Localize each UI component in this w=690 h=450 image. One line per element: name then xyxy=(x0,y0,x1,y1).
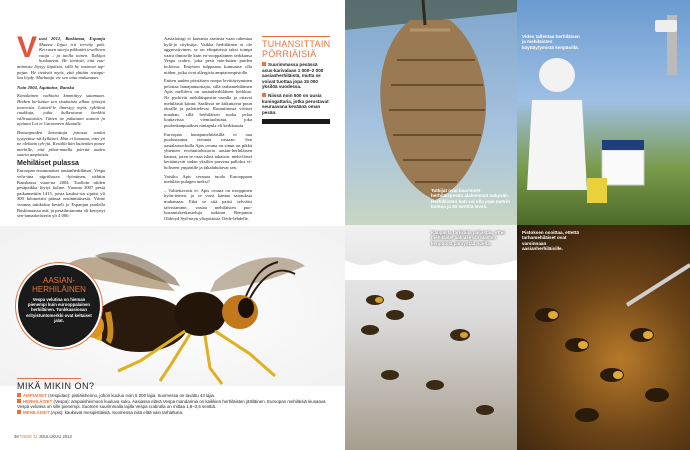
what-is-list xyxy=(17,393,330,415)
dropcap-letter: V xyxy=(17,31,38,64)
fact-box-title-2: PÖRRIÄISIÄ xyxy=(262,48,317,59)
intro-date: uosi 2012, Baskimaa, Espanja xyxy=(39,36,105,41)
hive-caption: Kaupasta tarkkaila paljastaa, ettei mehiläiset aakaisessa alasten kenpäoitä pärvystää noelta. xyxy=(431,230,505,246)
hive-photo xyxy=(345,225,517,450)
what-is-rule xyxy=(17,378,81,379)
cluster-caption: Pistoksen osoittaa, ettettä tarhamehiläiset ovat varsinnaan aasianherhiläisille. xyxy=(522,230,579,252)
fact-box-rule xyxy=(262,119,330,124)
page-number: 38 xyxy=(14,434,19,439)
what-is-box xyxy=(17,378,330,415)
page-footer xyxy=(14,434,72,439)
body-paragraph-3: Eniten uuden pörriäisen noopa levittäytyminen pelottaa hunajantuottajia, sillä tarhamehiläinen Apis mellifera on aasianherhiläisen herkkua. Ne pyrkivät mehiläispesiin usealla ja ottavat mehiläisiä kiinni. Saaliissa ne kiikuttavat puun oksalle ja paloittelevat. Ruumiinosia viritset muahan, sillä herhiläisen ruoka pelaa luuttavissa viemtuohsissa, joka puolenkanpiaäkset nintapula eli kerkkausta. xyxy=(164,78,252,128)
bullet-square-icon xyxy=(17,399,21,403)
bee-cluster-photo xyxy=(517,225,690,450)
what-is-row: AMPIAISET (Vespidae): pistiäisheimo, johon kuuluu noin 5 000 lajia. Suomessa on tavattu 43 lajia. xyxy=(17,393,330,399)
article-column-2 xyxy=(164,36,252,224)
what-is-row: MEHILÄISET (Apis): kaukavat mesipistiäisiä. Suomessa niitä elää vain tarhattuna. xyxy=(17,410,330,416)
intro-text-2: Kimalainen vaihtaisi kimmittyy satamaan. Hetken ku-luttua sen sisukaista alkaa työntyä tuoreesta. Laitteil-le ilmestyy myös ryköltnä ruukkuja, jotka kulkeutuvat herkkiä väliruutuisiin. Tätten ne pakataan autoon ja ajetaan Lot et Garonneen kkaaalle. xyxy=(17,93,105,127)
fact-box xyxy=(262,36,330,124)
callout-text: Vespa velutina on hieman pienempi kuin eurooppalainen herhiläinen. Tunkkaasiosan erityistuntomerkki ovat keltaiset jalat. xyxy=(26,297,92,323)
date-heading-2: Noin 2004, Aquitaine, Ranska xyxy=(17,84,75,90)
body-paragraph-2: Aasialaisigi ei karsanta asetusta vaan rakentaa kylä-ja cityksiija. Vaikka herhiläinen ei ole aggressiivinen, se on elinpiirissä taksi toimpt vaara ihmiselle kuin eu-rooppalainen serkkansa Vespa crabro, joka pesii mie-luiten puiden koloissa. Entyisen tulppaana kumuatse olla niiden, jotka ovat allergisia ampiaisenpistolle. xyxy=(164,36,252,75)
camera-caption: Video tallentaa herhiläisen ja mehiläisten käyttäytymistä kenpäoillä. xyxy=(522,34,580,50)
bullet-square-icon xyxy=(17,410,21,414)
fact-box-item: Niissä noin 500 on uusia kuningattaria, jotka perustavat seuraavana keväänä oman pesän. xyxy=(262,92,329,115)
callout-title-2: HERHILÄINEN xyxy=(32,284,86,294)
intro-text: Mausse Iojuu trit tervitty pää. Kerrasen saa-ja pikkutäit trvallinen vaaja – ja tuolla toinen. Tutkijat huokaavat. He tietävät, että ruu-mimosia löytyy läpäisin, sillä he rastovat tup-pajan. He tietävät myös, että yhtään ristapu-laa löydy. Murhaaja vie sen aina mukanaan. xyxy=(17,41,105,81)
body-paragraph-4: Euroopan hunajamehiläisillä ei oaa puolustautua vieraata vastaan. Sen aasialaisserkulla Apis cerana on sinun on pikkä yhteinen evoluutiohistoria aasian-herhiläisen kanssa, joten se osaa iskeä takaisin: mehi-läiset kerääntyvät sadan yksilön parvena palloksi vi-holiseen ympärille ja tukahduttavat sen. xyxy=(164,131,252,171)
what-is-title: MIKÄ MIKIN ON? xyxy=(17,381,95,391)
intro-text-3: Bonsaipuiden kasvattaja jonossa vaalat tyytyväise-nä kylläiset. Hän ei huomaa, ettei yö ne olekaan tyh-jiä. Kesällä hän kuitenkin panee merkille, että pihat-maalla pörrää uuden saarta ampiaista. xyxy=(17,129,105,158)
species-callout xyxy=(16,263,102,349)
magazine-name: TIEDE 11 xyxy=(19,434,38,439)
hive-illustration xyxy=(345,225,517,450)
bullet-square-icon xyxy=(262,62,266,66)
what-is-row: HERHILÄISET (Vespa): ampiaisheimoon kuuluva suku. Aasiassa elävä Vespa mandarinia on kaikkien herhiläisten jättiläinen. Euroopan mehiläisiä kiusaava Vespa velutina on sille pienempi. Suomen suurimmalla lajilla Vespa crabrolla on mittaa 1,8–3,5 senttiä. xyxy=(17,398,326,410)
body-paragraph-5: Vaisiko Apis ceranaa tuoda Eurooppaan mehiläis-pulagen tueksi? xyxy=(164,173,252,185)
fact-box-item: Suurimmassa pesässä asus-karivalaan 1 000–2 000 aasianherhiläistä, mutta se voivat tuottaa jopa 15 000 yksilöä vuodessa. xyxy=(262,62,324,90)
right-page xyxy=(345,0,690,450)
bullet-square-icon xyxy=(17,393,21,397)
issue-date: JOULUKUU 2013 xyxy=(38,434,72,439)
article-column-1 xyxy=(17,31,105,222)
cluster-illustration xyxy=(517,225,690,450)
body-paragraph-1: Euroopan ensimmäiset aasianherhiläiset, Vespa velu-tina nigrithorax -lyöntinen, nähtiin Ranskassa vuon-na 2004. Tuolloin niiden pesäpaikka löytyi kolme. Vuonna 2007 pesiä paikannettiin 1415, joista kauksi-sin sijaitsi yli 300 kilometrin päässä ensimmäisestä. Viime vuonna tukikokta kesteli jo Espanjan puolella Baskimaassa asti, ja pesäilmiaronta oli kertynyt sen-tamarkeisterin yli 4 000. xyxy=(17,168,105,219)
nest-caption: Tutkijat ovat kaarimeet herhiläispesän alakemmat nakyvän. Herhiläisten koti voi olla jopa metrin korkea ja 80 senttiä leveä. xyxy=(431,188,510,210)
body-paragraph-6: – Valitettavasti ei. Apis cerana on trooppinen hyön-teinen, ja se voisi kantaa sairauksia mukanaan. Eikä se sitä paitsi selviäisi talvistamme, vastaa mehiläisten puo-lustamiskeskusteluja tutkinut Benjamin Oldroyd Syd-neyn yliopistosta Tiede-lehdelle. xyxy=(164,187,252,221)
fact-box-title-1: TUHANSITTAIN xyxy=(262,39,331,49)
bullet-square-icon xyxy=(262,93,266,97)
section-subhead: Mehiläiset pulassa xyxy=(17,159,79,167)
callout-title-1: AASIAN- xyxy=(42,276,75,285)
